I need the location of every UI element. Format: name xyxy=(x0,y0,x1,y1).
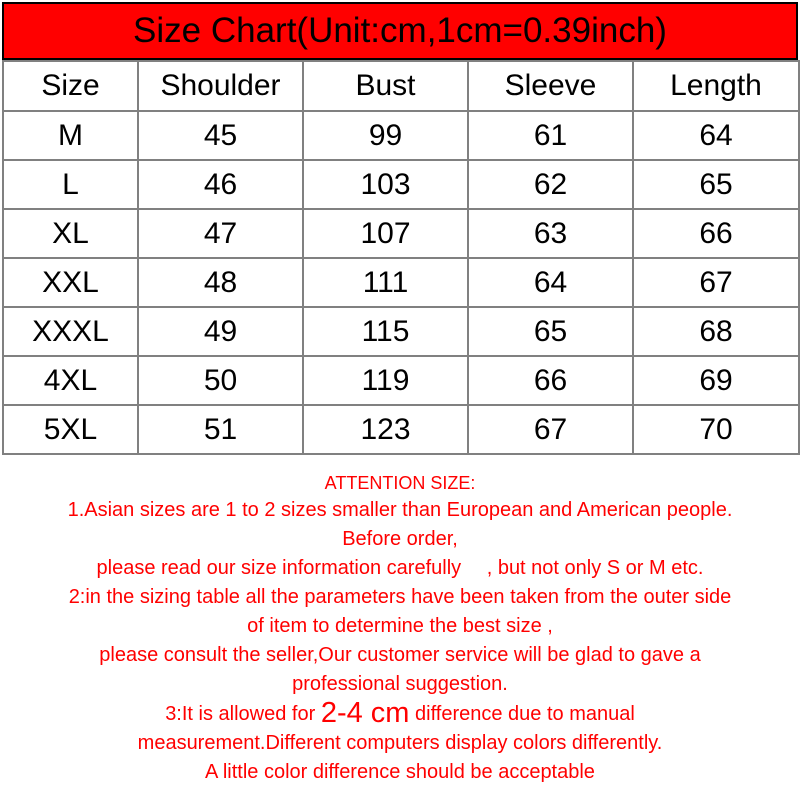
cell-sleeve: 62 xyxy=(468,160,633,209)
size-chart-title: Size Chart(Unit:cm,1cm=0.39inch) xyxy=(133,11,667,50)
cell-length: 64 xyxy=(633,111,799,160)
table-row xyxy=(3,356,799,405)
cell-size: L xyxy=(3,160,138,209)
cell-sleeve: 67 xyxy=(468,405,633,454)
table-row xyxy=(3,111,799,160)
cell-shoulder: 46 xyxy=(138,160,303,209)
table-row xyxy=(3,405,799,454)
cell-length: 65 xyxy=(633,160,799,209)
cell-sleeve: 63 xyxy=(468,209,633,258)
cell-shoulder: 47 xyxy=(138,209,303,258)
cell-shoulder: 49 xyxy=(138,307,303,356)
note-line: please consult the seller,Our customer service will be glad to gave a xyxy=(99,644,701,666)
header-bust: Bust xyxy=(303,61,468,111)
header-shoulder: Shoulder xyxy=(138,61,303,111)
title-bar xyxy=(2,2,798,60)
note-line: 2:in the sizing table all the parameters have been taken from the outer side xyxy=(68,586,732,608)
cell-bust: 123 xyxy=(303,405,468,454)
tolerance-prefix: 3:It is allowed for xyxy=(165,703,321,725)
notes-heading: ATTENTION SIZE: xyxy=(324,473,476,493)
cell-length: 66 xyxy=(633,209,799,258)
size-table xyxy=(2,60,800,455)
cell-sleeve: 61 xyxy=(468,111,633,160)
cell-length: 68 xyxy=(633,307,799,356)
cell-shoulder: 50 xyxy=(138,356,303,405)
cell-size: M xyxy=(3,111,138,160)
table-header-row xyxy=(3,61,799,111)
cell-bust: 103 xyxy=(303,160,468,209)
table-row xyxy=(3,307,799,356)
cell-length: 70 xyxy=(633,405,799,454)
header-sleeve: Sleeve xyxy=(468,61,633,111)
cell-size: XL xyxy=(3,209,138,258)
cell-size: 5XL xyxy=(3,405,138,454)
cell-sleeve: 65 xyxy=(468,307,633,356)
table-row xyxy=(3,160,799,209)
table-row xyxy=(3,209,799,258)
cell-sleeve: 64 xyxy=(468,258,633,307)
cell-size: XXXL xyxy=(3,307,138,356)
cell-shoulder: 51 xyxy=(138,405,303,454)
header-length: Length xyxy=(633,61,799,111)
cell-size: XXL xyxy=(3,258,138,307)
cell-bust: 115 xyxy=(303,307,468,356)
cell-bust: 111 xyxy=(303,258,468,307)
note-line: please read our size information carefully , but not only S or M etc. xyxy=(96,557,704,579)
attention-notes xyxy=(0,470,800,787)
cell-bust: 107 xyxy=(303,209,468,258)
note-line: Before order, xyxy=(342,528,458,550)
cell-bust: 99 xyxy=(303,111,468,160)
cell-shoulder: 45 xyxy=(138,111,303,160)
cell-sleeve: 66 xyxy=(468,356,633,405)
header-size: Size xyxy=(3,61,138,111)
tolerance-highlight: 2-4 cm xyxy=(320,697,410,729)
note-line: A little color difference should be acceptable xyxy=(205,761,595,783)
note-line-tolerance xyxy=(0,699,800,729)
cell-length: 67 xyxy=(633,258,799,307)
cell-shoulder: 48 xyxy=(138,258,303,307)
note-line: professional suggestion. xyxy=(292,673,508,695)
table-row xyxy=(3,258,799,307)
note-line: 1.Asian sizes are 1 to 2 sizes smaller than European and American people. xyxy=(67,499,733,521)
cell-bust: 119 xyxy=(303,356,468,405)
note-line: of item to determine the best size , xyxy=(247,615,553,637)
cell-size: 4XL xyxy=(3,356,138,405)
note-line: measurement.Different computers display colors differently. xyxy=(137,732,663,754)
tolerance-suffix: difference due to manual xyxy=(409,703,635,725)
cell-length: 69 xyxy=(633,356,799,405)
